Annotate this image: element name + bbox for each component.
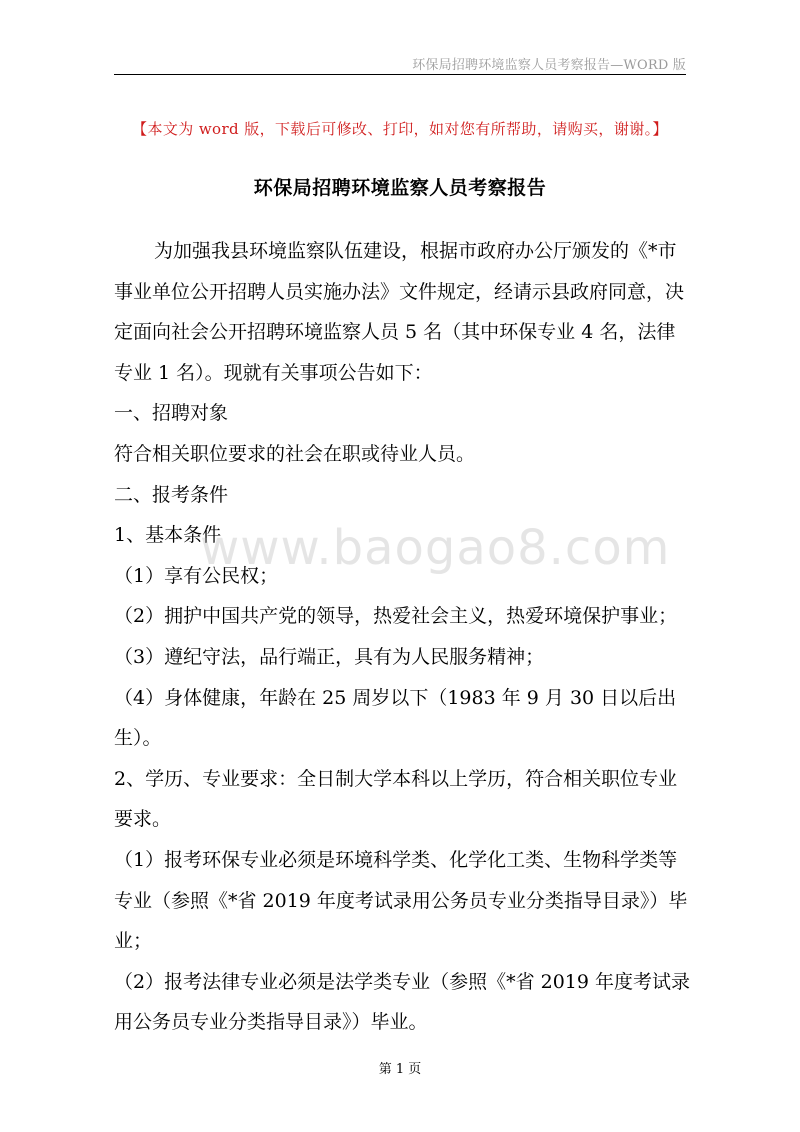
download-notice: 【本文为 word 版，下载后可修改、打印，如对您有所帮助，请购买，谢谢。】 [132,120,668,138]
section-heading-recruitment-target: 一、招聘对象 [114,402,229,425]
subheading-basic-conditions: 1、基本条件 [114,524,222,547]
list-item: （1）报考环保专业必须是环境科学类、化学化工类、生物科学类等专业（参照《*省 2019 年度考试录用公务员专业分类指导目录》）毕业； [114,848,688,953]
watermark: www.baogao8.com [200,520,671,576]
document-body [114,231,694,1043]
page-number: 第 1 页 [378,1062,422,1077]
section-heading-conditions: 二、报考条件 [114,483,229,506]
list-item: （3）遵纪守法，品行端正，具有为人民服务精神； [114,645,545,668]
page-header [114,52,686,75]
list-item: （2）报考法律专业必须是法学类专业（参照《*省 2019 年度考试录用公务员专业分类指导目录》）毕业。 [114,970,691,1034]
header-title: 环保局招聘环境监察人员考察报告—WORD 版 [412,58,686,73]
list-item: （2）拥护中国共产党的领导，热爱社会主义，热爱环境保护事业； [114,605,678,628]
paragraph: 符合相关职位要求的社会在职或待业人员。 [114,442,476,465]
subheading-education: 2、学历、专业要求：全日制大学本科以上学历，符合相关职位专业要求。 [114,767,678,831]
intro-paragraph: 为加强我县环境监察队伍建设，根据市政府办公厅颁发的《*市事业单位公开招聘人员实施办法》文件规定，经请示县政府同意，决定面向社会公开招聘环境监察人员 5 名（其中环保专业 4 名，法律专业 1 名）。现就有关事项公告如下： [114,240,685,384]
document-title: 环保局招聘环境监察人员考察报告 [253,177,547,199]
list-item: （4）身体健康，年龄在 25 周岁以下（1983 年 9 月 30 日以后出生）。 [114,686,677,750]
list-item: （1）享有公民权； [114,564,279,587]
